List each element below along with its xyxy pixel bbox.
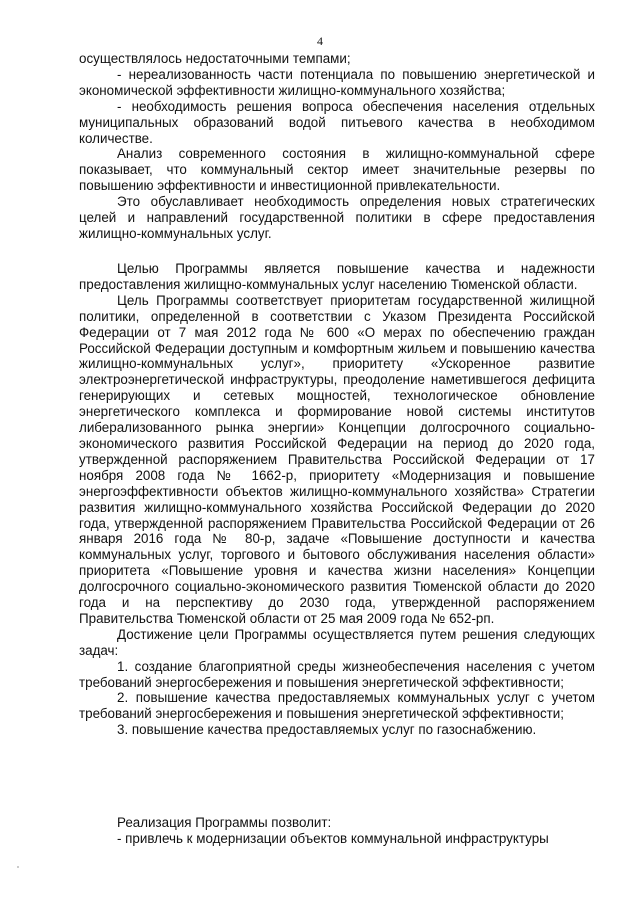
bullet-item: - необходимость решения вопроса обеспечения населения отдельных муниципальных образований водой питьевого качества в необходимом количестве.: [79, 98, 595, 146]
paragraph: Реализация Программы позволит:: [117, 815, 332, 830]
paragraph: Это обуславливает необходимость определения новых стратегических целей и направлений государственной политики в сфере предоставления жилищно-коммунальных услуг.: [79, 194, 595, 241]
paragraph: Достижение цели Программы осуществляется путем решения следующих задач:: [79, 626, 595, 658]
section-program-goal: [79, 261, 595, 738]
section-problems: [79, 51, 595, 242]
task-item: 1. создание благоприятной среды жизнеобеспечения населения с учетом требований энергосбережения и повышения энергетической эффективности;: [79, 658, 595, 690]
scan-artifact: [17, 866, 19, 868]
section-program-outcomes: [79, 815, 595, 847]
paragraph: Анализ современного состояния в жилищно-коммунальной сфере показывает, что коммунальный сектор имеет значительные резервы по повышению эффективности и инвестиционной привлекательности.: [79, 146, 595, 194]
bullet-item: - привлечь к модернизации объектов коммунальной инфраструктуры: [117, 830, 549, 846]
paragraph: осуществлялось недостаточными темпами;: [79, 51, 351, 66]
paragraph: Цель Программы соответствует приоритетам государственной жилищной политики, определенной в соответствии с Указом Президента Российской Федерации от 7 мая 2012 года № 600 «О мерах по обеспечению граждан Российской Федерации доступным и комфортным жильем и повышению качества жилищно-коммунальных услуг», приоритету «Ускоренное развитие электроэнергетической инфраструктуры, преодоление наметившегося дефицита генерирующих и сетевых мощностей, технологическое обновление энергетического комплекса и формирование новой системы институтов либерализованного рынка энергии» Концепции долгосрочного социально-экономического развития Российской Федерации на период до 2020 года, утвержденной распоряжением Правительства Российской Федерации от 17 ноября 2008 года № 1662-р, приоритету «Модернизация и повышение энергоэффективности объектов жилищно-коммунального хозяйства» Стратегии развития жилищно-коммунального хозяйства Российской Федерации до 2020 года, утвержденной распоряжением Правительства Российской Федерации от 26 января 2016 года № 80-р, задаче «Повышение доступности и качества коммунальных услуг, торгового и бытового обслуживания населения области» приоритета «Повышение уровня и качества жизни населения» Концепции долгосрочного социально-экономического развития Тюменской области до 2020 года и на перспективу до 2030 года, утвержденной распоряжением Правительства Тюменской области от 25 мая 2009 года № 652-рп.: [79, 292, 595, 626]
task-item: 2. повышение качества предоставляемых коммунальных услуг с учетом требований энергосбережения и повышения энергетической эффективности;: [79, 690, 595, 722]
page-number: 4: [317, 34, 323, 48]
task-item: 3. повышение качества предоставляемых услуг по газоснабжению.: [117, 722, 537, 738]
bullet-item: - нереализованность части потенциала по повышению энергетической и экономической эффективности жилищно-коммунального хозяйства;: [79, 66, 595, 98]
paragraph: Целью Программы является повышение качества и надежности предоставления жилищно-коммунальных услуг населению Тюменской области.: [79, 261, 595, 292]
